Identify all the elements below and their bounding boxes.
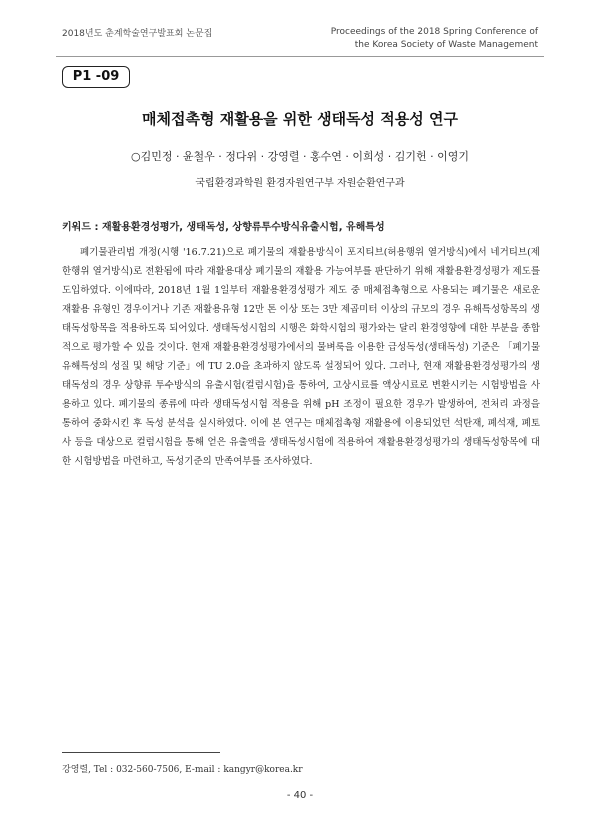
header-right-line1: Proceedings of the 2018 Spring Conference of [330, 27, 538, 37]
abstract-body: 폐기물관리법 개정(시행 '16.7.21)으로 폐기물의 재활용방식이 포지티브(허용행위 열거방식)에서 네거티브(제한행위 열거방식)로 전환됨에 따라 재활용대상 폐기물의 재활용 가능여부를 판단하기 위해 재활용환경성평가 제도를 도입하였다. 이에따라, 2018년 1월 1일부터 재활용환경성평가 제도 중 매체접촉형으로 사용되는 폐기물은 새로운 재활용 유형인 경우이거나 기존 재활용유형 12만 톤 이상 또는 3만 제곱미터 이상의 규모의 경우 유해특성항목의 생태독성항목을 적용하도록 되어있다. 생태독성시험의 시행은 화학시험의 평가와는 달리 환경영향에 대한 부분을 종합적으로 평가할 수 있을 것이다. 현재 재활용환경성평가에서의 물벼룩을 이용한 급성독성(생태독성) 기준은 「폐기물 유해특성의 성질 및 해당 기준」에 TU 2.0을 초과하지 않도록 설정되어 있다. 그러나, 현재 재활용환경성평가의 생태독성의 경우 상향류 투수방식의 유출시험(컬럼시험)을 통하여, 고상시료를 액상시료로 변환시키는 시험방법을 사용하고 있다. 폐기물의 종류에 따라 생태독성시험 적용을 위해 pH 조정이 필요한 경우가 발생하여, 전처리 과정을 통하여 중화시킨 후 독성 분석을 실시하였다. 이에 본 연구는 매체접촉형 재활용에 이용되었던 석탄재, 폐석재, 폐토사 등을 대상으로 컬럼시험을 통해 얻은 유출액을 생태독성시험에 적용하여 재활용환경성평가의 생태독성항목에 대한 시험방법을 마련하고, 독성기준의 만족여부를 조사하였다. [62, 247, 540, 467]
footnote: 강영렬, Tel : 032-560-7506, E-mail : kangyr@korea.kr [62, 765, 303, 775]
keywords [62, 218, 385, 233]
keywords-value: 재활용환경성평가, 생태독성, 상향류투수방식유출시험, 유해특성 [101, 222, 385, 233]
header-left: 2018년도 춘계학술연구발표회 논문집 [62, 29, 213, 39]
paper-id-badge: P1 -09 [62, 66, 130, 88]
header-rule [56, 56, 544, 57]
header-right [331, 26, 538, 52]
affiliation: 국립환경과학원 환경자원연구부 자원순환연구과 [195, 178, 405, 189]
keywords-label: 키워드 : [62, 222, 99, 233]
page-number: - 40 - [286, 790, 314, 801]
paper-title: 매체접촉형 재활용을 위한 생태독성 적용성 연구 [142, 110, 458, 128]
footnote-rule [62, 752, 220, 753]
header-right-line2: the Korea Society of Waste Management [354, 40, 538, 50]
authors: ○김민정 · 윤철우 · 정다위 · 강영렬 · 홍수연 · 이희성 · 김기헌 · 이영기 [130, 150, 470, 163]
